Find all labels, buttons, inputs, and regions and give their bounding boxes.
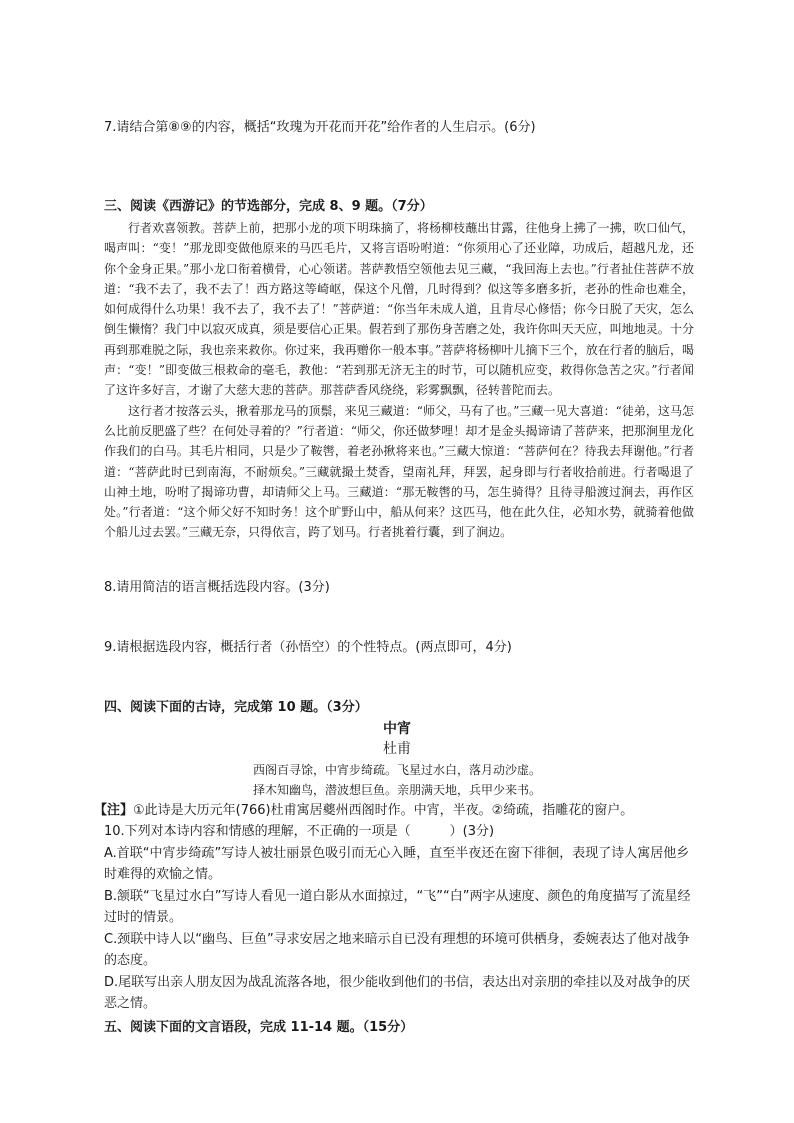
poem-note bbox=[94, 801, 684, 821]
option-a: A.首联“中宵步绮疏”写诗人被壮丽景色吸引而无心入睡，直至半夜还在窗下徘徊，表现了诗人寓居他乡时难得的欢愉之情。 bbox=[104, 845, 690, 882]
note-text: ①此诗是大历元年(766)杜甫寓居夔州西阁时作。中宵，半夜。②绮疏，指雕花的窗户。 bbox=[133, 803, 634, 818]
note-mark: 【注】 bbox=[94, 803, 134, 818]
question-10 bbox=[104, 821, 694, 1015]
option-b: B.颔联“飞星过水白”写诗人看见一道白影从水面掠过，“飞”“白”两字从速度、颜色的角度描写了流星经过时的情景。 bbox=[104, 888, 691, 925]
passage-xiyouji bbox=[104, 218, 694, 543]
section-3-heading: 三、阅读《西游记》的节选部分，完成 8、9 题。（7分） bbox=[104, 199, 433, 214]
option-c: C.颈联中诗人以“幽鸟、巨鱼”寻求安居之地来暗示自已没有理想的环境可供栖身，委婉表达了他对战争的态度。 bbox=[104, 931, 690, 968]
question-10-stem: 10.下列对本诗内容和情感的理解，不正确的一项是（ ）(3分) bbox=[104, 824, 495, 839]
question-7: 7.请结合第⑧⑨的内容，概括“玫瑰为开花而开花”给作者的人生启示。(6分) bbox=[104, 120, 536, 135]
section-5-heading: 五、阅读下面的文言语段，完成 11-14 题。（15分） bbox=[104, 1020, 414, 1035]
question-9: 9.请根据选段内容，概括行者（孙悟空）的个性特点。(两点即可，4分) bbox=[104, 640, 512, 655]
section-4-heading: 四、阅读下面的古诗，完成第 10 题。（3分） bbox=[104, 700, 368, 715]
passage-paragraph: 这行者才按落云头，揪着那龙马的顶鬃，来见三藏道：“师父，马有了也。”三藏一见大喜道：“徒弟，这马怎么比前反肥盛了些？在何处寻着的？”行者道：“师父，你还做梦哩！却才是金头揭谛请了菩萨来，把那涧里龙化作我们的白马。其毛片相同，只是少了鞍辔，着老孙揪将来也。”三藏大惊道：“菩萨何在？待我去拜谢他。”行者道：“菩萨此时已到南海，不耐烦矣。”三藏就撮土焚香，望南礼拜，拜罢，起身即与行者收拾前进。行者喝退了山神土地，吩咐了揭谛功曹，却请师父上马。三藏道：“那无鞍辔的马，怎生骑得？且待寻船渡过涧去，再作区处。”行者道：“这个师父好不知时务！这个旷野山中，船从何来？这匹马，他在此久住，必知水势，就骑着他做个船儿过去罢。”三藏无奈，只得依言，跨了划马。行者挑着行囊，到了涧边。 bbox=[104, 403, 694, 540]
passage-paragraph: 行者欢喜领教。菩萨上前，把那小龙的项下明珠摘了，将杨柳枝蘸出甘露，往他身上拂了一拂，吹口仙气，喝声叫：“变！”那龙即变做他原来的马匹毛片，又将言语吩咐道：“你须用心了还业障，功成后，超越凡龙，还你个金身正果。”那小龙口衔着横骨，心心领诺。菩萨教悟空领他去见三藏，“我回海上去也。”行者扯住菩萨不放道：“我不去了，我不去了！西方路这等崎岖，保这个凡僧，几时得到？似这等多磨多折，老孙的性命也难全，如何成得什么功果！我不去了，我不去了！”菩萨道：“你当年未成人道，且肯尽心修悟；你今日脱了天灾，怎么倒生懒惰？我门中以寂灭成真，须是要信心正果。假若到了那伤身苦磨之处，我许你叫天天应，叫地地灵。十分再到那难脱之际，我也亲来救你。你过来，我再赠你一般本事。”菩萨将杨柳叶儿摘下三个，放在行者的脑后，喝声：“变！”即变做三根救命的毫毛，教他：“若到那无济无主的时节，可以随机应变，救得你急苦之灾。”行者闻了这许多好言，才谢了大慈大悲的菩萨。那菩萨香风绕绕，彩雾飘飘，径转普陀而去。 bbox=[104, 221, 694, 398]
question-8: 8.请用简洁的语言概括选段内容。(3分) bbox=[104, 580, 330, 595]
poem-title: 中宵 bbox=[383, 721, 411, 737]
poem-author: 杜甫 bbox=[383, 741, 411, 757]
option-d: D.尾联写出亲人朋友因为战乱流落各地，很少能收到他们的书信，表达出对亲朋的牵挂以及对战争的厌恶之情。 bbox=[104, 974, 691, 1011]
poem-line: 择木知幽鸟，潜波想巨鱼。亲朋满天地，兵甲少来书。 bbox=[252, 783, 541, 797]
poem-line: 西阁百寻馀，中宵步绮疏。飞星过水白，落月动沙虚。 bbox=[252, 763, 541, 777]
